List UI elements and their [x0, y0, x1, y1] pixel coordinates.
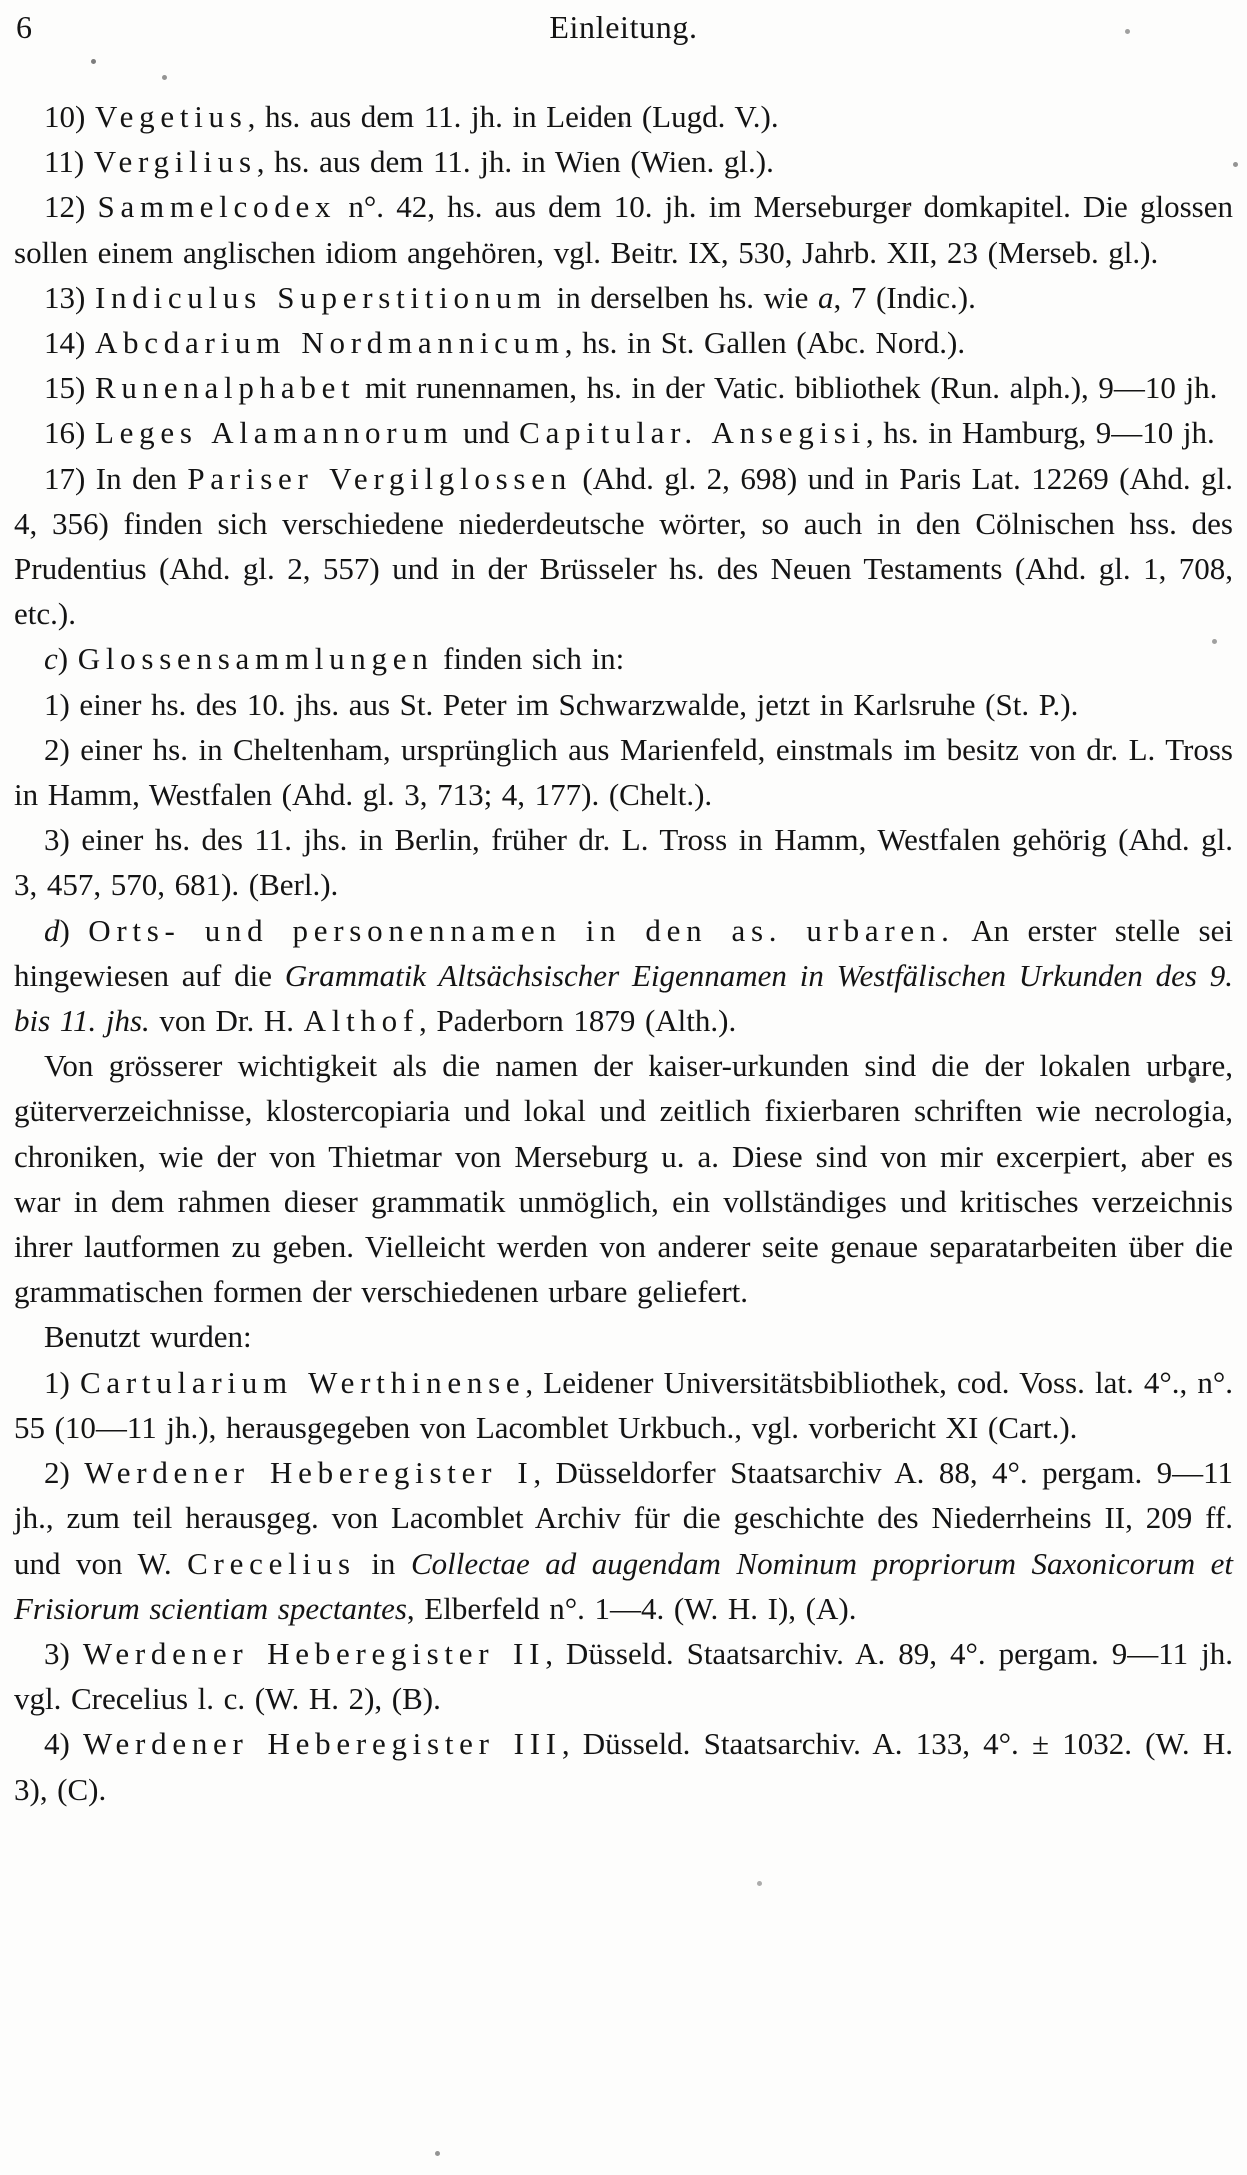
- text-run: (Ahd. gl. 2, 698) und in Paris Lat. 12269 (Ahd. gl. 4, 356) finden sich verschiedene niederdeutsche wörter, so auch in den Cölnischen hss. des Prudentius (Ahd. gl. 2, 557) und in der Brüsseler hs. des Neuen Testaments (Ahd. gl. 1, 708, etc.).: [14, 460, 1233, 632]
- item-17: [14, 456, 1233, 637]
- text-run: 3) einer hs. des 11. jhs. in Berlin, früher dr. L. Tross in Hamm, Westfalen gehörig (Ahd. gl. 3, 457, 570, 681). (Berl.).: [14, 822, 1233, 903]
- item-15: [14, 365, 1233, 410]
- term-abcdarium-nordmannicum: Abcdarium Nordmannicum: [94, 325, 565, 361]
- paragraph-benutzt-wurden: [14, 1314, 1233, 1359]
- term-orts-und-personennamen: Orts- und personennamen in den as. urbaren.: [88, 912, 955, 948]
- item-number: 2): [44, 1455, 85, 1491]
- item-number: 10): [44, 99, 95, 134]
- term-glossensammlungen: Glossensammlungen: [77, 641, 434, 677]
- section-letter-c: c: [44, 641, 58, 677]
- page-header: [14, 6, 1233, 48]
- source-item-2: [14, 1450, 1233, 1631]
- text-run: mit runennamen, hs. in der Vatic. bibliothek (Run. alph.), 9—10 jh.: [355, 370, 1218, 406]
- source-item-3: [14, 1631, 1233, 1721]
- text-run: finden sich in:: [433, 641, 625, 677]
- section-letter-d: d: [44, 912, 60, 948]
- text-run: ): [57, 641, 78, 677]
- text-run: , 7 (Indic.).: [833, 279, 976, 315]
- section-d-heading: [14, 908, 1233, 1044]
- text-run: , Leidener Universitätsbibliothek, cod. Voss. lat. 4°., n°. 55 (10—11 jh.), herausgegeben von Lacomblet Urkbuch., vgl. vorbericht XI (Cart.).: [14, 1364, 1234, 1445]
- text-run: und: [453, 415, 520, 451]
- term-althof: Althof: [303, 1003, 419, 1039]
- term-sammelcodex: Sammelcodex: [97, 189, 337, 225]
- term-leges-alamannorum: Leges Alamannorum: [94, 415, 454, 451]
- gloss-item-1: [14, 682, 1233, 727]
- text-run: in: [355, 1545, 411, 1581]
- text-run: , hs. in Hamburg, 9—10 jh.: [865, 415, 1215, 451]
- page-number: 6: [16, 9, 32, 45]
- term-cartularium-werthinense: Cartularium Werthinense: [79, 1364, 526, 1400]
- gloss-item-2: [14, 727, 1233, 817]
- text-run: , hs. aus dem 11. jh. in Wien (Wien. gl.).: [256, 144, 774, 180]
- text-run: 1) einer hs. des 10. jhs. aus St. Peter im Schwarzwalde, jetzt in Karlsruhe (St. P.).: [44, 686, 1079, 722]
- page-body-text: [14, 94, 1233, 1812]
- text-run: 2) einer hs. in Cheltenham, ursprünglich aus Marienfeld, einstmals im besitz von dr. L. Tross in Hamm, Westfalen (Ahd. gl. 3, 713; 4, 177). (Chelt.).: [14, 731, 1233, 813]
- siglum-a: a: [818, 279, 834, 315]
- item-number: 12): [44, 189, 98, 225]
- term-werdener-heberegister-1: Werdener Heberegister I: [84, 1455, 534, 1491]
- text-run: , hs. aus dem 11. jh. in Leiden (Lugd. V.).: [247, 99, 779, 134]
- text-run: in derselben hs. wie: [547, 279, 819, 315]
- term-indiculus-superstitionum: Indiculus Superstitionum: [94, 279, 548, 315]
- item-number: 3): [44, 1635, 83, 1671]
- text-run: , Düsseldorfer Staatsarchiv A. 88, 4°. pergam. 9—11 jh., zum teil herausgeg. von Lacomblet Archiv für die geschichte des Niederrheins II, 209 ff. und von W.: [14, 1455, 1233, 1581]
- item-number: 13): [44, 279, 95, 315]
- text-run: von Dr. H.: [149, 1003, 304, 1039]
- item-16: [14, 410, 1233, 455]
- term-runenalphabet: Runenalphabet: [94, 370, 356, 406]
- item-13: [14, 275, 1233, 320]
- term-crecelius: Crecelius: [187, 1545, 356, 1581]
- item-number: 11): [44, 144, 94, 180]
- item-number: 14): [44, 325, 95, 361]
- term-pariser-vergilglossen: Pariser Vergilglossen: [187, 460, 572, 496]
- item-number: 17) In den: [44, 460, 188, 496]
- source-item-4: [14, 1721, 1233, 1811]
- term-capitular-ansegisi: Capitular. Ansegisi: [519, 415, 866, 451]
- text-run: , Düsseld. Staatsarchiv. A. 133, 4°. ± 1032. (W. H. 3), (C).: [14, 1726, 1233, 1807]
- running-header-title: Einleitung.: [549, 9, 698, 45]
- item-11: [14, 139, 1233, 184]
- section-c-heading: [14, 636, 1233, 681]
- text-run: Von grösserer wichtigkeit als die namen der kaiser-urkunden sind die der lokalen urbare, güterverzeichnisse, klostercopiaria und lokal und zeitlich fixierbaren schriften wie necrologia, chroniken, wie der von Thietmar von Merseburg u. a. Diese sind von mir excerpiert, aber es war in dem rahmen dieser grammatik unmöglich, ein vollständiges und kritisches verzeichnis ihrer lautformen zu geben. Vielleicht werden von anderer seite genaue separatarbeiten über die grammatischen formen der verschiedenen urbare geliefert.: [14, 1048, 1233, 1310]
- item-14: [14, 320, 1233, 365]
- text-run: n°. 42, hs. aus dem 10. jh. im Merseburger domkapitel. Die glossen sollen einem anglischen idiom angehören, vgl. Beitr. IX, 530, Jahrb. XII, 23 (Merseb. gl.).: [14, 189, 1234, 270]
- text-run: , hs. in St. Gallen (Abc. Nord.).: [564, 325, 966, 361]
- term-werdener-heberegister-2: Werdener Heberegister II: [82, 1635, 546, 1671]
- item-number: 4): [44, 1726, 84, 1762]
- text-run: , Paderborn 1879 (Alth.).: [418, 1003, 737, 1039]
- book-title-collectae: Collectae ad augendam Nominum propriorum Saxonicorum et Frisiorum scientiam spectantes: [14, 1545, 1233, 1626]
- item-12: [14, 184, 1233, 274]
- item-number: 1): [44, 1364, 80, 1400]
- text-run: , Düsseld. Staatsarchiv. A. 89, 4°. pergam. 9—11 jh. vgl. Crecelius l. c. (W. H. 2), (B).: [14, 1635, 1233, 1717]
- gloss-item-3: [14, 817, 1233, 907]
- term-vergilius: Vergilius: [93, 144, 257, 180]
- item-number: 15): [44, 370, 95, 406]
- text-run: An erster stelle sei hingewiesen auf die: [14, 912, 1233, 993]
- book-title-althof-grammatik: Grammatik Altsächsischer Eigennamen in Westfälischen Urkunden des 9. bis 11. jhs.: [14, 957, 1233, 1039]
- term-vegetius: Vegetius: [94, 99, 248, 134]
- source-item-1: [14, 1360, 1233, 1450]
- item-10: [14, 94, 1233, 139]
- text-run: , Elberfeld n°. 1—4. (W. H. I), (A).: [406, 1590, 857, 1626]
- text-run: ): [59, 912, 89, 948]
- paragraph-urbare-note: [14, 1043, 1233, 1314]
- text-run: Benutzt wurden:: [44, 1319, 252, 1355]
- term-werdener-heberegister-3: Werdener Heberegister III: [83, 1726, 562, 1762]
- item-number: 16): [44, 415, 95, 451]
